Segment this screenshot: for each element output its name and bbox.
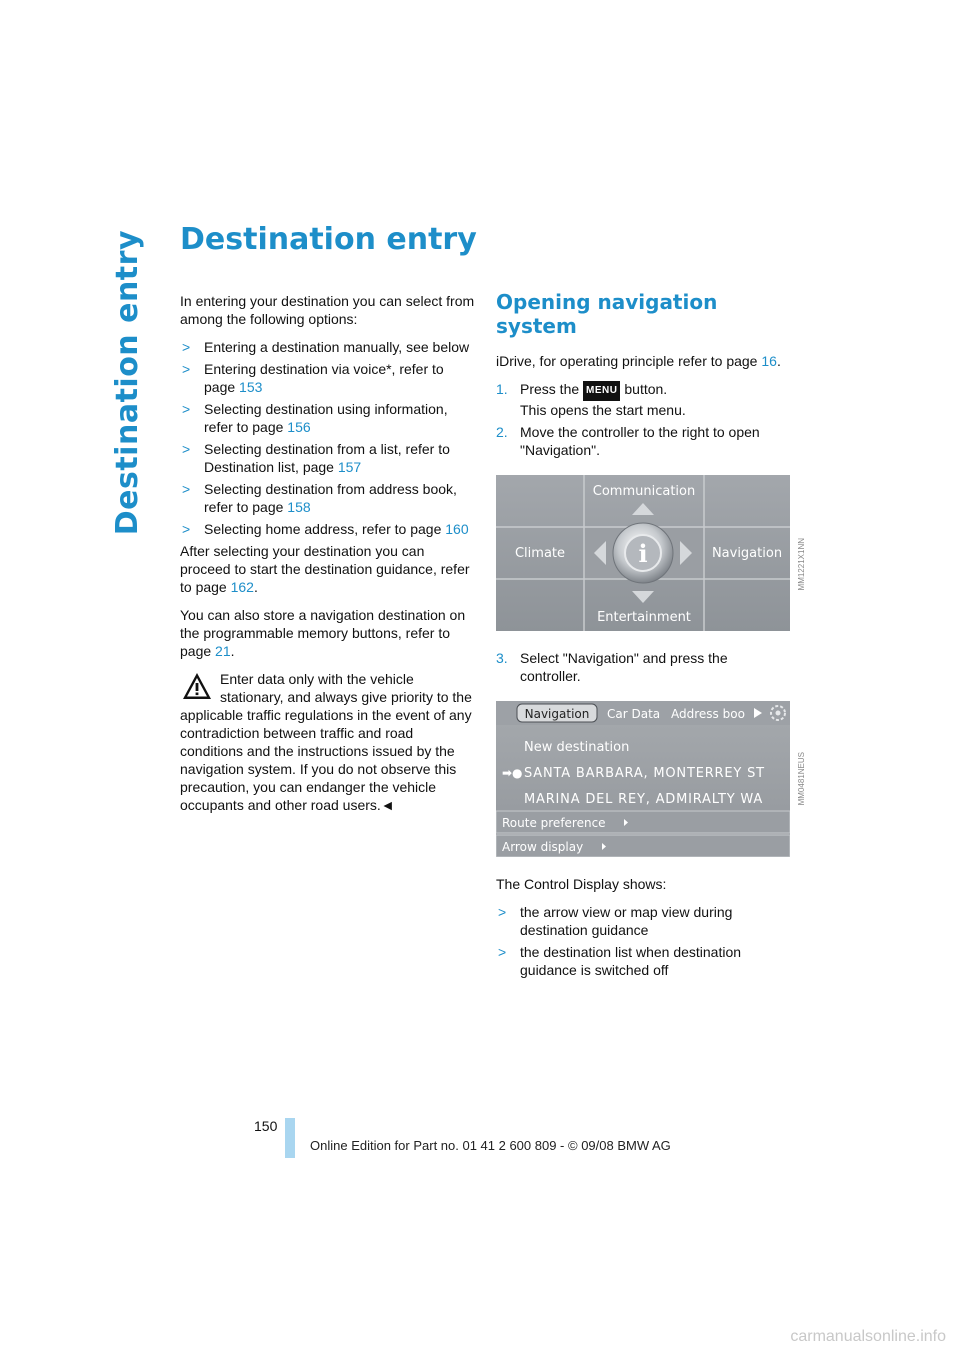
list-item — [180, 338, 476, 356]
bullet-marker: > — [182, 481, 191, 497]
figure-code: MM0481NEUS — [797, 752, 806, 806]
display-list — [496, 903, 792, 979]
list-item: > the destination list when destination guidance is switched off — [498, 944, 742, 978]
steps-list-continued — [496, 649, 792, 685]
info-icon: i — [638, 539, 648, 568]
idrive-paragraph: iDrive, for operating principle refer to page 16. — [496, 353, 781, 369]
after-selection-paragraph: After selecting your destination you can proceed to start the destination guidance, refer to page 162. — [180, 543, 470, 595]
menu-item-entertainment[interactable]: Entertainment — [597, 610, 691, 625]
section-heading: Opening navigation system — [496, 290, 718, 338]
option-arrow-display[interactable]: Arrow display — [502, 840, 584, 854]
page-link[interactable]: 153 — [239, 379, 263, 395]
menu-key-icon: MENU — [583, 381, 620, 401]
list-item — [180, 520, 476, 538]
option-text: Selecting home address, refer to page — [204, 521, 446, 537]
display-intro: The Control Display shows: — [496, 876, 667, 892]
page-link[interactable]: 156 — [287, 419, 311, 435]
page-link[interactable]: 158 — [287, 499, 311, 515]
menu-item-communication[interactable]: Communication — [592, 484, 696, 499]
start-menu-screenshot — [496, 475, 790, 631]
side-chapter-tab: Destination entry — [110, 230, 145, 536]
list-item — [180, 480, 476, 516]
page-link[interactable]: 16 — [761, 353, 777, 369]
step-number: 1. — [496, 381, 508, 397]
tab-navigation[interactable]: Navigation — [524, 707, 590, 721]
page-number: 150 — [254, 1118, 278, 1134]
intro-paragraph: In entering your destination you can select from among the following options: — [180, 293, 475, 327]
step-item: 1. Press the MENU button. This opens the start menu. — [496, 381, 686, 418]
bullet-marker: > — [182, 401, 191, 417]
page-link[interactable]: 162 — [230, 579, 254, 595]
option-text: Entering a destination manually, see below — [204, 339, 470, 355]
footer-text: Online Edition for Part no. 01 41 2 600 809 - © 09/08 BMW AG — [310, 1138, 671, 1153]
list-item — [180, 360, 476, 396]
left-column — [180, 292, 476, 824]
list-item — [180, 440, 476, 476]
option-route-preference[interactable]: Route preference — [502, 816, 606, 830]
steps-list — [496, 380, 792, 459]
option-text: Selecting destination from address book, refer to page — [204, 481, 457, 515]
destination-item[interactable]: MARINA DEL REY, ADMIRALTY WA — [524, 792, 764, 807]
option-text: Entering destination via voice*, refer to page — [204, 361, 444, 395]
bullet-marker: > — [182, 361, 191, 377]
memory-buttons-paragraph: You can also store a navigation destination on the programmable memory buttons, refer to page 21. — [180, 607, 466, 659]
option-text: Selecting destination using information, refer to page — [204, 401, 448, 435]
menu-item-navigation[interactable]: Navigation — [711, 546, 783, 561]
bullet-marker: > — [182, 441, 191, 457]
end-mark: ◄ — [380, 797, 395, 813]
warning-paragraph: Enter data only with the vehicle stationary, and always give priority to the applicable traffic regulations in the event of any contradiction between traffic and road conditions and the instructions issued by the navigation system. If you do not observe this precaution, you can endanger the vehicle occupants and other road users.◄ — [180, 671, 472, 813]
list-item: > the arrow view or map view during destination guidance — [498, 904, 733, 938]
page-link[interactable]: 160 — [445, 521, 469, 537]
menu-item-new-destination[interactable]: New destination — [524, 740, 630, 755]
list-item — [180, 400, 476, 436]
options-list — [180, 338, 476, 538]
right-column — [496, 290, 792, 983]
option-text: Selecting destination from a list, refer to Destination list, page — [204, 441, 450, 475]
destination-flag-icon: ➡● — [502, 766, 523, 780]
page-link[interactable]: 157 — [337, 459, 362, 475]
menu-item-climate[interactable]: Climate — [514, 546, 566, 561]
destination-item[interactable]: SANTA BARBARA, MONTERREY ST — [524, 766, 765, 781]
step-item: 3. Select "Navigation" and press the controller. — [496, 650, 728, 684]
step-item: 2. Move the controller to the right to open "Navigation". — [496, 424, 760, 458]
figure-code: MM1221X1NN — [797, 538, 806, 591]
tab-car-data[interactable]: Car Data — [607, 707, 661, 721]
page-title: Destination entry — [180, 222, 477, 257]
bullet-marker: > — [182, 521, 191, 537]
page-link[interactable]: 21 — [215, 643, 231, 659]
watermark: carmanualsonline.info — [790, 1328, 946, 1345]
tab-address-book[interactable]: Address boo — [671, 707, 745, 721]
step-number: 2. — [496, 424, 508, 440]
warning-triangle-icon — [182, 672, 212, 700]
bullet-marker: > — [182, 339, 191, 355]
step-number: 3. — [496, 650, 508, 666]
navigation-menu-screenshot — [496, 701, 790, 857]
bullet-marker: > — [498, 904, 507, 920]
footer-bar — [285, 1118, 295, 1158]
bullet-marker: > — [498, 944, 507, 960]
